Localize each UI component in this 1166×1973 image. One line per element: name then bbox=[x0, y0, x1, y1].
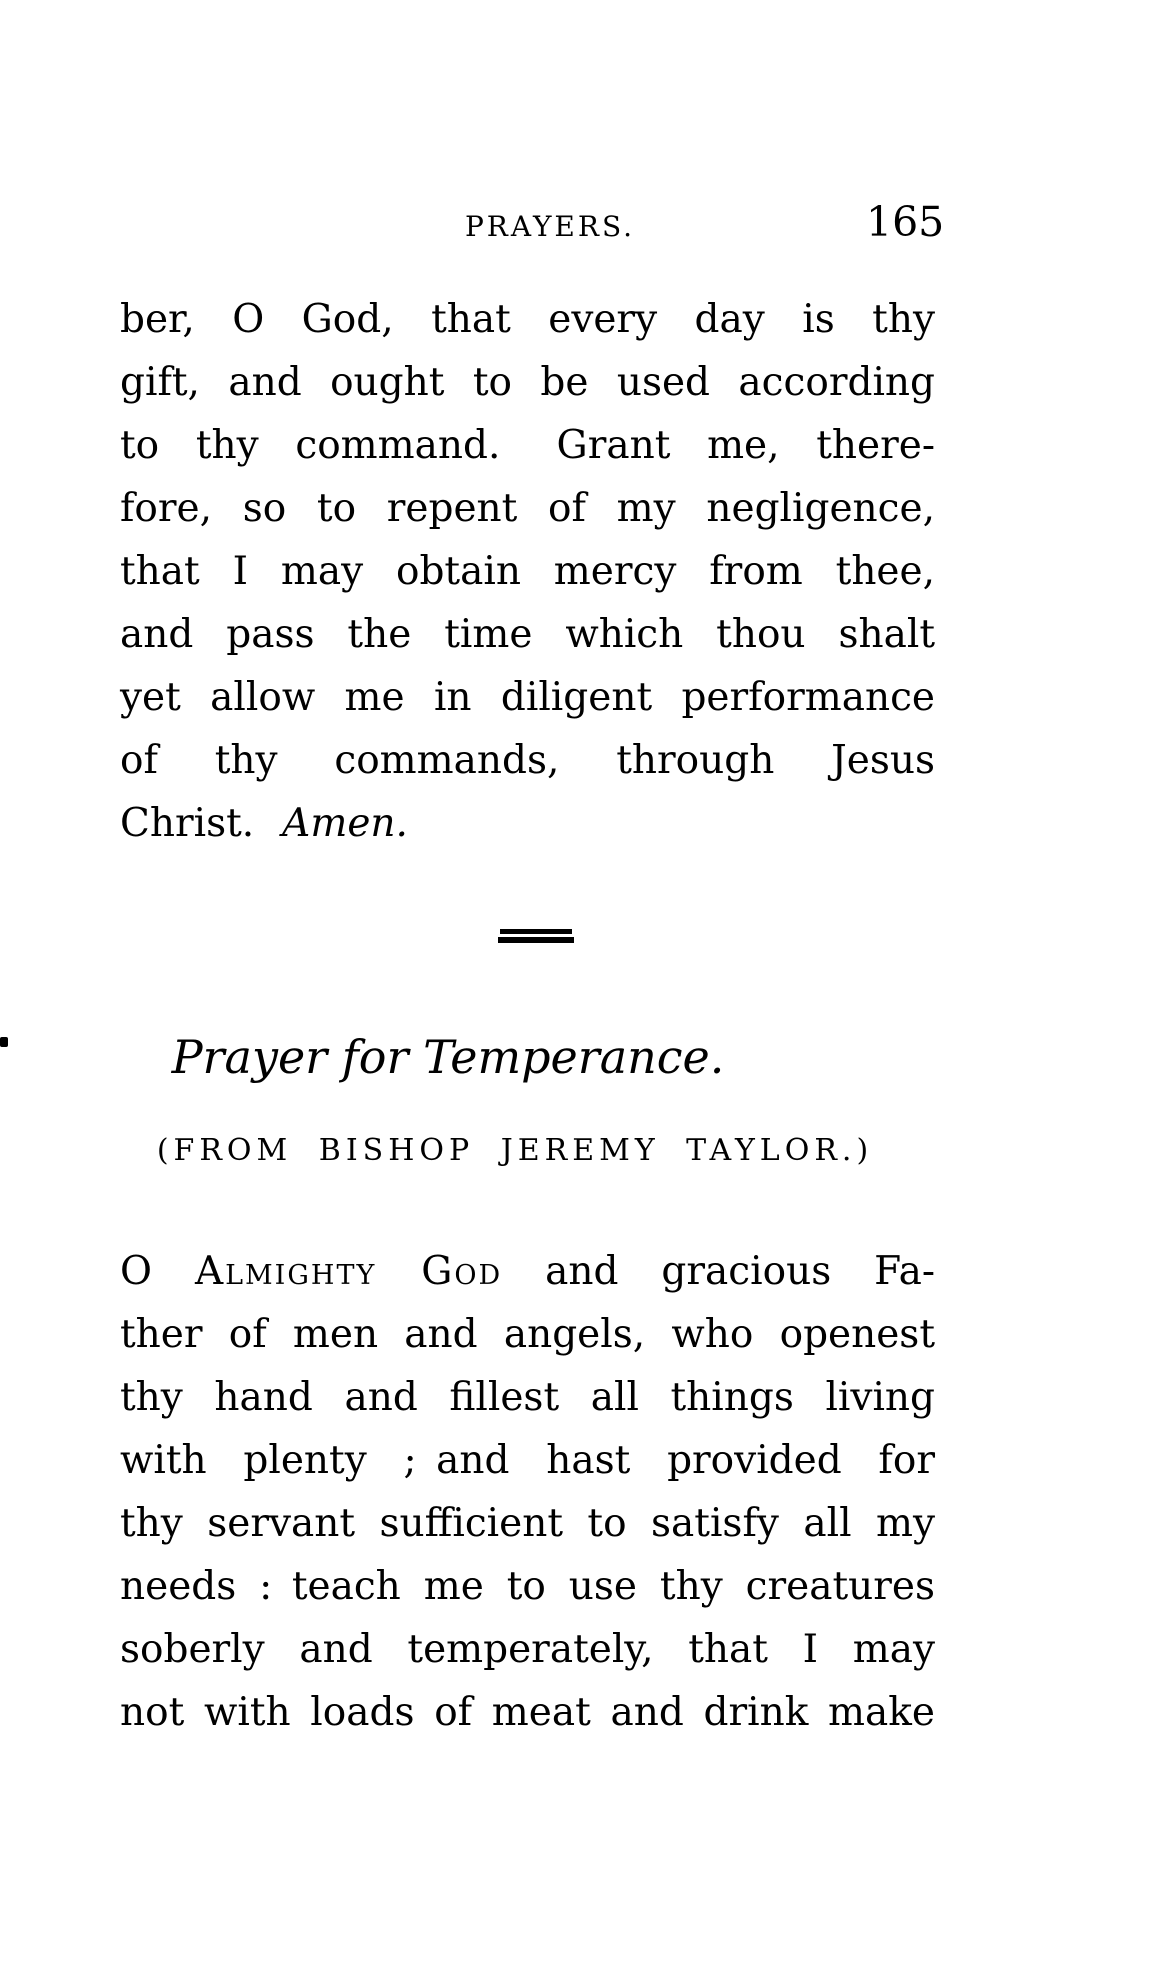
paragraph-continuation bbox=[120, 288, 935, 855]
text-line: of thy commands, through Jesus bbox=[120, 738, 935, 783]
scan-artifact-speck bbox=[0, 1037, 8, 1047]
text-line: ber, O God, that every day is thy bbox=[120, 297, 935, 342]
text-line: soberly and temperately, that I may bbox=[120, 1627, 935, 1672]
text-line bbox=[120, 1240, 935, 1303]
text-line: with plenty ; and hast provided for bbox=[120, 1438, 935, 1483]
prayer-paragraph bbox=[120, 1240, 935, 1744]
section-heading: Prayer for Temperance. bbox=[171, 1030, 725, 1084]
text-line: to thy command. Grant me, there- bbox=[120, 423, 935, 468]
attribution-line: (FROM BISHOP JEREMY TAYLOR.) bbox=[156, 1133, 874, 1168]
page-number: 165 bbox=[866, 198, 945, 246]
text-line bbox=[120, 792, 935, 855]
text-line: yet allow me in diligent performance bbox=[120, 675, 935, 720]
section-divider bbox=[498, 929, 574, 943]
amen-italic: Amen. bbox=[282, 801, 408, 846]
text-line: thy hand and fillest all things living bbox=[120, 1375, 935, 1420]
paragraph-end-text: Christ. bbox=[120, 801, 255, 846]
text-line: fore, so to repent of my negligence, bbox=[120, 486, 935, 531]
smallcaps-invocation: Almighty God bbox=[194, 1249, 503, 1294]
text-line: gift, and ought to be used according bbox=[120, 360, 935, 405]
text-line: not with loads of meat and drink make bbox=[120, 1690, 935, 1735]
text-line: and pass the time which thou shalt bbox=[120, 612, 935, 657]
text-line: needs : teach me to use thy creatures bbox=[120, 1564, 935, 1609]
divider-top-rule bbox=[500, 929, 572, 934]
text-line: that I may obtain mercy from thee, bbox=[120, 549, 935, 594]
text-line: ther of men and angels, who openest bbox=[120, 1312, 935, 1357]
line-rest: and gracious Fa- bbox=[502, 1249, 936, 1294]
first-word: O bbox=[120, 1249, 195, 1294]
divider-bottom-rule bbox=[498, 937, 574, 943]
running-header: PRAYERS. bbox=[464, 210, 636, 243]
text-line: thy servant sufficient to satisfy all my bbox=[120, 1501, 935, 1546]
